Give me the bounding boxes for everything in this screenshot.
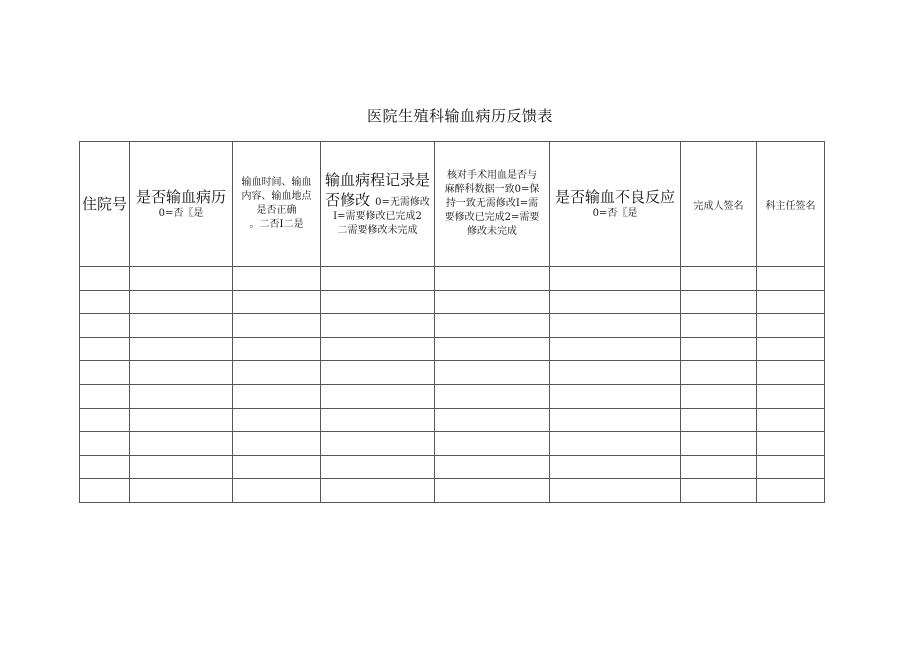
cell-inpatient-number[interactable] (80, 314, 130, 338)
cell-course-record[interactable] (321, 290, 435, 314)
cell-surgical-blood-check[interactable] (435, 408, 550, 432)
cell-adverse-reaction[interactable] (550, 479, 681, 503)
cell-transfusion-record[interactable] (130, 290, 233, 314)
table-row (80, 408, 825, 432)
cell-transfusion-record[interactable] (130, 432, 233, 456)
cell-completed-by-signature[interactable] (681, 479, 757, 503)
cell-course-record[interactable] (321, 432, 435, 456)
cell-surgical-blood-check[interactable] (435, 290, 550, 314)
cell-inpatient-number[interactable] (80, 337, 130, 361)
cell-surgical-blood-check[interactable] (435, 384, 550, 408)
feedback-table (79, 141, 825, 503)
cell-inpatient-number[interactable] (80, 290, 130, 314)
header-adverse-reaction: 是否输血不良反应 0=否〖是 (550, 142, 681, 267)
cell-adverse-reaction[interactable] (550, 455, 681, 479)
cell-course-record[interactable] (321, 479, 435, 503)
cell-completed-by-signature[interactable] (681, 290, 757, 314)
cell-transfusion-record[interactable] (130, 314, 233, 338)
cell-course-record[interactable] (321, 314, 435, 338)
cell-inpatient-number[interactable] (80, 432, 130, 456)
cell-inpatient-number[interactable] (80, 455, 130, 479)
cell-adverse-reaction[interactable] (550, 408, 681, 432)
cell-department-head-signature[interactable] (757, 432, 825, 456)
cell-inpatient-number[interactable] (80, 361, 130, 385)
cell-completed-by-signature[interactable] (681, 314, 757, 338)
cell-surgical-blood-check[interactable] (435, 314, 550, 338)
cell-transfusion-record[interactable] (130, 361, 233, 385)
cell-adverse-reaction[interactable] (550, 361, 681, 385)
cell-completed-by-signature[interactable] (681, 455, 757, 479)
header-completed-by-signature: 完成人签名 (681, 142, 757, 267)
cell-completed-by-signature[interactable] (681, 361, 757, 385)
cell-department-head-signature[interactable] (757, 479, 825, 503)
cell-adverse-reaction[interactable] (550, 290, 681, 314)
cell-course-record[interactable] (321, 361, 435, 385)
cell-completed-by-signature[interactable] (681, 267, 757, 291)
cell-transfusion-details[interactable] (233, 267, 321, 291)
cell-course-record[interactable] (321, 267, 435, 291)
header-department-head-signature: 科主任签名 (757, 142, 825, 267)
cell-department-head-signature[interactable] (757, 408, 825, 432)
form-title: 医院生殖科输血病历反馈表 (366, 107, 553, 125)
cell-transfusion-record[interactable] (130, 408, 233, 432)
cell-inpatient-number[interactable] (80, 408, 130, 432)
cell-surgical-blood-check[interactable] (435, 361, 550, 385)
cell-transfusion-details[interactable] (233, 361, 321, 385)
table-row (80, 455, 825, 479)
cell-transfusion-details[interactable] (233, 479, 321, 503)
cell-transfusion-record[interactable] (130, 384, 233, 408)
cell-transfusion-record[interactable] (130, 479, 233, 503)
cell-inpatient-number[interactable] (80, 384, 130, 408)
cell-surgical-blood-check[interactable] (435, 432, 550, 456)
cell-adverse-reaction[interactable] (550, 432, 681, 456)
cell-department-head-signature[interactable] (757, 267, 825, 291)
cell-transfusion-details[interactable] (233, 408, 321, 432)
table-row (80, 290, 825, 314)
cell-adverse-reaction[interactable] (550, 384, 681, 408)
cell-inpatient-number[interactable] (80, 267, 130, 291)
cell-transfusion-details[interactable] (233, 455, 321, 479)
header-transfusion-record: 是否输血病历 0=否〖是 (130, 142, 233, 267)
header-transfusion-details: 输血时间、输血 内容、输血地点 是否正确 。二否I二是 (233, 142, 321, 267)
cell-inpatient-number[interactable] (80, 479, 130, 503)
cell-surgical-blood-check[interactable] (435, 337, 550, 361)
cell-surgical-blood-check[interactable] (435, 479, 550, 503)
table-row (80, 384, 825, 408)
cell-transfusion-details[interactable] (233, 337, 321, 361)
cell-course-record[interactable] (321, 337, 435, 361)
cell-surgical-blood-check[interactable] (435, 455, 550, 479)
header-course-record: 输血病程记录是 否修改 0=无需修改 I=需要修改已完成2 二需要修改未完成 (321, 142, 435, 267)
cell-transfusion-details[interactable] (233, 314, 321, 338)
cell-transfusion-record[interactable] (130, 267, 233, 291)
cell-completed-by-signature[interactable] (681, 384, 757, 408)
cell-course-record[interactable] (321, 455, 435, 479)
table-row (80, 361, 825, 385)
cell-department-head-signature[interactable] (757, 361, 825, 385)
cell-department-head-signature[interactable] (757, 337, 825, 361)
cell-transfusion-details[interactable] (233, 384, 321, 408)
cell-transfusion-details[interactable] (233, 290, 321, 314)
cell-completed-by-signature[interactable] (681, 337, 757, 361)
cell-surgical-blood-check[interactable] (435, 267, 550, 291)
header-inpatient-number: 住院号 (80, 142, 130, 267)
cell-course-record[interactable] (321, 384, 435, 408)
cell-adverse-reaction[interactable] (550, 314, 681, 338)
cell-adverse-reaction[interactable] (550, 337, 681, 361)
table-row (80, 314, 825, 338)
cell-transfusion-details[interactable] (233, 432, 321, 456)
table-row (80, 432, 825, 456)
cell-department-head-signature[interactable] (757, 384, 825, 408)
table-row (80, 479, 825, 503)
header-row (80, 142, 825, 267)
table-row (80, 267, 825, 291)
cell-adverse-reaction[interactable] (550, 267, 681, 291)
cell-transfusion-record[interactable] (130, 455, 233, 479)
cell-completed-by-signature[interactable] (681, 432, 757, 456)
cell-department-head-signature[interactable] (757, 455, 825, 479)
header-surgical-blood-check: 核对手术用血是否与 麻醉科数据一致0=保 持一致无需修改I=需 要修改已完成2=需要 修改未完成 (435, 142, 550, 267)
cell-department-head-signature[interactable] (757, 290, 825, 314)
cell-department-head-signature[interactable] (757, 314, 825, 338)
cell-completed-by-signature[interactable] (681, 408, 757, 432)
table-row (80, 337, 825, 361)
cell-transfusion-record[interactable] (130, 337, 233, 361)
cell-course-record[interactable] (321, 408, 435, 432)
